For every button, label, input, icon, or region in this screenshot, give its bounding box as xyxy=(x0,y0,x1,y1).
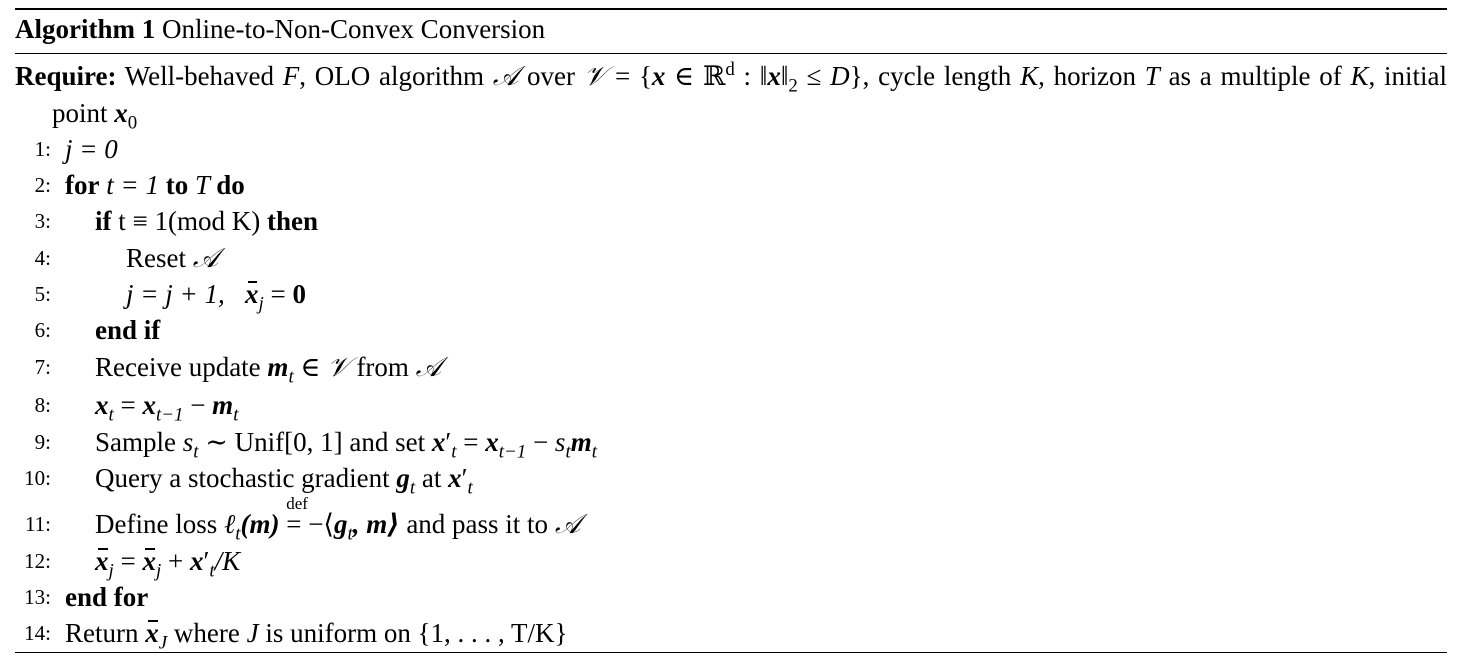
math-eq: = xyxy=(113,390,143,420)
math-x: x xyxy=(142,390,156,420)
text: Define loss xyxy=(95,509,224,539)
math-calA: 𝒜 xyxy=(492,61,519,92)
math-sub: t xyxy=(565,441,571,463)
keyword-if: if xyxy=(95,206,112,236)
math-zero-vector: 0 xyxy=(292,279,306,309)
line-number: 8: xyxy=(34,393,51,417)
math-sub: t xyxy=(193,441,199,463)
math-x: x xyxy=(431,427,446,457)
line-number: 9: xyxy=(34,430,51,454)
math-sub: j xyxy=(155,560,162,582)
text: Receive update xyxy=(95,352,268,382)
algorithm-caption xyxy=(15,10,1447,47)
statement xyxy=(95,543,241,582)
math-colon: : ‖ xyxy=(734,61,768,91)
math-s: s xyxy=(182,427,194,457)
line-number: 12: xyxy=(24,549,51,573)
math-minus: − xyxy=(183,390,213,420)
line-number: 6: xyxy=(34,318,51,342)
statement xyxy=(65,167,245,203)
statement xyxy=(126,276,306,315)
text: Sample xyxy=(95,427,183,457)
math-x: x xyxy=(651,61,666,91)
math-ell: ℓ xyxy=(223,509,236,539)
math-def-eq xyxy=(286,494,308,542)
math-g: g xyxy=(396,463,410,493)
math-calA: 𝒜 xyxy=(415,352,442,383)
statement xyxy=(95,349,441,386)
math-T: T xyxy=(1144,61,1160,91)
math-in: ∈ ℝ xyxy=(665,61,726,91)
caption-title: Online-to-Non-Convex Conversion xyxy=(161,14,546,44)
math-sub: t xyxy=(108,404,114,426)
math-sub: t xyxy=(209,560,215,582)
math-prime: ′ xyxy=(203,546,210,576)
line-number: 3: xyxy=(34,209,51,233)
math-m: m xyxy=(212,390,234,420)
math-zero: 0 xyxy=(127,112,138,134)
keyword-end-if: end if xyxy=(95,315,161,345)
line-number: 2: xyxy=(34,173,51,197)
text: Reset xyxy=(126,243,193,273)
keyword-end-for: end for xyxy=(65,582,149,612)
math-text: , m⟩ xyxy=(352,509,400,539)
statement xyxy=(95,494,581,545)
math-K: K xyxy=(1020,61,1039,91)
math-m: m xyxy=(570,427,592,457)
caption-label: Algorithm 1 xyxy=(15,14,156,44)
line-number: 7: xyxy=(34,355,51,379)
math-minus: − xyxy=(526,427,555,457)
math-xbar: x xyxy=(245,276,259,312)
math-two: 2 xyxy=(788,75,798,97)
math-m: m xyxy=(267,352,289,382)
math-text: t ≡ 1(mod K) xyxy=(111,206,267,236)
text: Return xyxy=(65,618,146,648)
math-arg: (m) xyxy=(240,509,287,539)
math-xbar: x xyxy=(145,615,159,651)
algorithm-box xyxy=(15,8,1447,132)
math-prime: ′ xyxy=(461,463,468,493)
line-number: 13: xyxy=(24,585,51,609)
statement xyxy=(126,240,218,277)
statement xyxy=(95,312,160,348)
statement xyxy=(95,387,239,426)
keyword-then: then xyxy=(266,206,318,236)
line-number: 4: xyxy=(34,246,51,270)
math-D: D xyxy=(830,61,850,91)
math-d: d xyxy=(725,59,735,80)
math-text: T xyxy=(188,170,217,200)
require-text: , OLO algorithm xyxy=(299,61,493,91)
line-number: 10: xyxy=(24,466,51,490)
math-def: def xyxy=(286,494,308,513)
math-eq: = xyxy=(263,279,293,309)
statement xyxy=(95,424,597,463)
text: Query a stochastic gradient xyxy=(95,463,397,493)
text: ∼ Unif[0, 1] and set xyxy=(198,427,432,457)
line-number: 11: xyxy=(24,512,51,536)
math-x: x xyxy=(485,427,499,457)
math-sub: j xyxy=(108,560,114,582)
text: is uniform on {1, . . . , T/K} xyxy=(258,618,568,648)
math-sub: t xyxy=(591,441,597,463)
math-text: j = 0 xyxy=(65,134,118,164)
math-x: x xyxy=(448,463,462,493)
math-x: x xyxy=(767,61,781,91)
keyword-to: to xyxy=(165,170,189,200)
require-text: , horizon xyxy=(1038,61,1145,91)
line-number: 14: xyxy=(24,621,51,645)
math-x0: x xyxy=(114,98,128,128)
keyword-for: for xyxy=(65,170,100,200)
math-text: −⟨ xyxy=(301,509,334,539)
math-eq: = xyxy=(113,546,143,576)
math-K: K xyxy=(1350,61,1369,91)
math-calA: 𝒜 xyxy=(554,509,581,540)
math-eq: = xyxy=(456,427,486,457)
math-calV: 𝒱 xyxy=(327,352,350,383)
math-divk: /K xyxy=(214,546,241,576)
math-norm: ‖ xyxy=(780,61,789,91)
math-sub: t−1 xyxy=(498,441,527,463)
math-s: s xyxy=(554,427,566,457)
text: where xyxy=(167,618,247,648)
math-xbar: x xyxy=(95,543,109,579)
bottom-rule xyxy=(15,652,1447,653)
keyword-do: do xyxy=(216,170,245,200)
math-sub: j xyxy=(258,293,264,315)
math-sub: t−1 xyxy=(155,404,184,426)
require-text: Well-behaved xyxy=(124,61,283,91)
require-text: over xyxy=(518,61,584,91)
math-sub: t xyxy=(235,523,241,545)
math-text: t = 1 xyxy=(99,170,166,200)
text: and pass it to xyxy=(399,509,555,539)
math-sub: t xyxy=(233,404,239,426)
statement xyxy=(65,579,148,615)
math-x: x xyxy=(189,546,204,576)
require-text: , cycle length xyxy=(862,61,1021,91)
math-g: g xyxy=(333,509,348,539)
text: at xyxy=(415,463,449,493)
math-eq: = xyxy=(286,509,302,539)
math-sub: t xyxy=(467,477,473,499)
math-sub: t xyxy=(288,366,294,388)
require-label: Require: xyxy=(15,61,117,91)
statement xyxy=(95,203,318,239)
math-calV: 𝒱 xyxy=(583,61,607,92)
require-text: as a multiple of xyxy=(1159,61,1351,91)
math-close: } xyxy=(849,61,863,91)
math-le: ≤ xyxy=(797,61,831,91)
math-calA: 𝒜 xyxy=(192,243,219,274)
statement xyxy=(95,460,473,499)
math-text: j = j + 1, xyxy=(126,279,245,309)
math-sub: t xyxy=(451,441,457,463)
mid-rule xyxy=(15,53,1447,54)
statement xyxy=(65,131,118,167)
math-plus: + xyxy=(161,546,190,576)
math-sub: t xyxy=(409,477,416,499)
math-J: J xyxy=(246,618,259,648)
math-sub: J xyxy=(158,632,168,654)
math-xbar: x xyxy=(142,543,156,579)
text: from xyxy=(349,352,416,382)
require-text: , initial point xyxy=(52,61,1447,128)
math-eq: = { xyxy=(606,61,652,91)
math-prime: ′ xyxy=(445,427,452,457)
line-number: 1: xyxy=(34,137,51,161)
math-F: F xyxy=(282,61,300,91)
require-block xyxy=(15,58,1447,132)
math-x: x xyxy=(95,390,109,420)
math-in: ∈ xyxy=(293,352,328,382)
statement xyxy=(65,615,568,654)
math-sub: t xyxy=(347,523,353,545)
line-number: 5: xyxy=(34,282,51,306)
